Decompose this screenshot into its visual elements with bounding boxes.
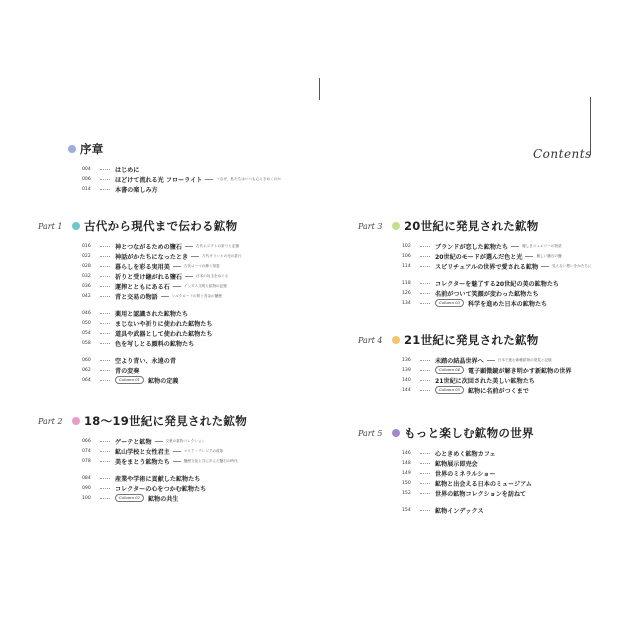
toc-entry [82,271,242,281]
entry-subtitle: 古代エジプトの祈りと記憶 [195,243,240,248]
page-number: 152 [402,490,411,496]
subtitle-dash [173,286,181,287]
page-number: 046 [82,310,91,316]
toc-entry [402,365,572,375]
entry-title: ブランドが恋した鉱物たち [435,243,509,251]
section-part3 [358,217,592,308]
page-number: 100 [82,495,91,501]
section-dot-icon [72,222,80,230]
page-number: 060 [82,357,91,363]
page-number: 118 [402,280,411,286]
section-heading [38,217,242,235]
dotted-leader [100,451,110,452]
page-number: 144 [402,387,411,393]
entry-title: 暮らしを彩る実用美 [115,263,170,271]
dotted-leader [100,488,110,489]
section-title: 序章 [80,142,104,156]
toc-entry [402,288,592,298]
dotted-leader [100,296,110,297]
section-dot-icon [392,429,400,437]
toc-entry [402,278,592,288]
page-divider-left [319,78,320,100]
page-number: 022 [82,253,91,259]
dotted-leader [420,380,430,381]
entry-title: 鉱物インデックス [435,507,484,515]
toc-entry [402,261,592,271]
page-number: 126 [402,290,411,296]
entry-list [402,241,592,308]
toc-entry [82,473,247,483]
contents-title: Contents [533,147,592,161]
page-number: 066 [82,438,91,444]
entry-list [402,448,534,515]
section-dot-icon [68,145,76,153]
dotted-leader [420,266,430,267]
part-label: Part 4 [358,335,383,345]
toc-entry [82,483,247,493]
page-number: 036 [82,283,91,289]
part-label: Part 5 [358,428,383,438]
page-number: 064 [82,377,91,383]
toc-entry [402,298,592,308]
dotted-leader [100,461,110,462]
entry-title: スピリチュアルの世界で愛される鉱物 [435,263,539,271]
subtitle-dash [185,276,193,277]
subtitle-dash [173,461,181,462]
dotted-leader [420,510,430,511]
dotted-leader [100,333,110,334]
page-number: 054 [82,330,91,336]
entry-title: 科学を進めた日本の鉱物たち [467,300,548,308]
section-prologue [68,140,281,194]
entry-title: 鉱山学校と女性君主 [115,448,170,456]
page-number: 032 [82,273,91,279]
toc-entry [82,251,242,261]
entry-title: 本書の楽しみ方 [115,186,158,194]
dotted-leader [420,463,430,464]
section-part1 [38,217,242,385]
dotted-leader [420,453,430,454]
entry-list [82,436,247,503]
section-heading [68,140,281,158]
entry-subtitle: 日本の勾玉をめぐる [196,273,229,278]
toc-entry [402,468,534,478]
dotted-leader [100,286,110,287]
toc-entry [402,241,592,251]
entry-subtitle: 〜なぜ、私たちはいつも心ときめくのか [216,176,281,181]
entry-subtitle: シルクロードの旅と青金の鹽歷 [171,293,222,298]
dotted-leader [420,283,430,284]
entry-title: ほどけて流れる光 フローライト [115,176,203,184]
toc-entry [402,488,534,498]
page-number: 139 [402,367,411,373]
entry-title: 祈りと受け継がれる鹽石 [115,273,183,281]
page-number: 028 [82,263,91,269]
toc-entry [82,355,242,365]
entry-title: 鉱物展示即売会 [435,460,478,468]
entry-subtitle: 文豪の鉱物コレクション [165,438,205,443]
toc-entry [82,241,242,251]
entry-title: 鉱物の定義 [147,377,179,385]
page-number: 004 [82,166,91,172]
toc-entry [402,355,572,365]
page-number: 078 [82,458,91,464]
toc-entry [402,478,534,488]
entry-list [402,355,572,395]
dotted-leader [420,246,430,247]
section-heading [358,217,592,235]
entry-title: 電子顕微鏡が解き明かす新鉱物の世界 [467,367,572,375]
page-number: 150 [402,480,411,486]
column-badge: Column 02 [115,494,144,502]
dotted-leader [100,246,110,247]
dotted-leader [100,478,110,479]
entry-title: 道具や武器として使われた鉱物たち [115,330,213,338]
entry-title: 産業や学術に貢献した鉱物たち [115,475,201,483]
dotted-leader [100,360,110,361]
entry-title: 運搾とともにある石 [115,283,170,291]
dotted-leader [100,313,110,314]
toc-entry [82,318,242,328]
entry-subtitle: インダス文明と鉱物の記憶 [183,283,227,288]
section-title: 20世紀に発見された鉱物 [404,219,539,233]
page-number: 062 [82,367,91,373]
toc-entry [82,174,281,184]
entry-title: 鉱物に名前がつくまで [467,387,529,395]
dotted-leader [420,390,430,391]
entry-title: 青の変奏 [115,367,140,375]
dotted-leader [420,493,430,494]
subtitle-dash [487,360,495,361]
subtitle-dash [155,441,163,442]
entry-subtitle: 日本で進む新種鉱物の発見と記録 [497,357,552,362]
page-number: 149 [402,470,411,476]
entry-title: 鉱物と出会える日本のミュージアム [435,480,532,488]
page-number: 074 [82,448,91,454]
dotted-leader [420,370,430,371]
column-badge: Column 03 [435,299,464,307]
page-number: 140 [402,377,411,383]
entry-list [82,241,242,385]
dotted-leader [100,266,110,267]
column-badge: Column 01 [115,376,144,384]
section-title: 古代から現代まで伝わる鉱物 [84,219,238,233]
entry-title: 世界の鉱物コレクションを訪ねて [435,490,527,498]
column-badge: Column 05 [435,386,464,394]
section-heading [38,412,247,430]
entry-title: 美をまとう鉱物たち [115,458,170,466]
section-title: 18〜19世紀に発見された鉱物 [84,414,248,428]
entry-subtitle: マリア・テレジアの改革 [183,448,224,453]
page-number: 136 [402,357,411,363]
section-heading [358,331,572,349]
toc-entry [402,385,572,395]
section-dot-icon [392,336,400,344]
page-number: 102 [402,243,411,249]
column-badge: Column 04 [435,366,464,374]
dotted-leader [100,370,110,371]
entry-title: 心ときめく鉱物カフェ [435,450,496,458]
toc-entry [82,328,242,338]
subtitle-dash [511,246,519,247]
dotted-leader [420,473,430,474]
section-part2 [38,412,247,503]
entry-subtitle: 見えない想いをかたちに [552,263,592,268]
dotted-leader [100,323,110,324]
subtitle-dash [541,266,549,267]
section-heading [358,424,534,442]
toc-entry [82,493,247,503]
page-number: 090 [82,485,91,491]
dotted-leader [100,189,110,190]
toc-entry [82,456,247,466]
part-label: Part 1 [38,221,63,231]
page-number: 058 [82,340,91,346]
entry-title: 未踏の結晶世界へ [435,357,484,365]
page-number: 084 [82,475,91,481]
page-number: 114 [402,263,411,269]
entry-title: コレクターを魅了する20世紀の美の鉱物たち [435,280,560,288]
page-number: 134 [402,300,411,306]
subtitle-dash [161,296,169,297]
dotted-leader [100,179,110,180]
entry-subtitle: 古代ローマの飾と知恵 [183,263,220,268]
part-label: Part 3 [358,221,383,231]
page-number: 146 [402,450,411,456]
entry-title: はじめに [115,166,140,174]
dotted-leader [100,343,110,344]
dotted-leader [420,360,430,361]
page-number: 042 [82,293,91,299]
subtitle-dash [173,451,181,452]
dotted-leader [100,441,110,442]
page-number: 050 [82,320,91,326]
entry-title: 青と交易の物語 [115,293,158,301]
dotted-leader [420,293,430,294]
entry-title: ゲーテと鉱物 [115,438,152,446]
dotted-leader [420,483,430,484]
section-part4 [358,331,572,395]
entry-subtitle: 麗しきジュエリーの物語 [522,243,562,248]
toc-entry [82,308,242,318]
toc-entry [402,375,572,385]
toc-entry [402,458,534,468]
entry-title: 世界のミネラルショー [435,470,496,478]
section-dot-icon [392,222,400,230]
page-number: 006 [82,176,91,182]
toc-entry [402,448,534,458]
toc-entry [82,281,242,291]
subtitle-dash [173,266,181,267]
toc-entry [82,164,281,174]
section-part5 [358,424,534,515]
dotted-leader [100,380,110,381]
dotted-leader [100,256,110,257]
entry-title: 神話がかたちになったとき [115,253,189,261]
page-number: 016 [82,243,91,249]
toc-entry [402,251,592,261]
dotted-leader [100,276,110,277]
entry-list [82,164,281,194]
section-title: 21世紀に発見された鉱物 [404,333,539,347]
toc-entry [82,365,242,375]
entry-title: 20世紀のモードが選んだ色と光 [435,253,523,261]
entry-title: 薬用と認識された鉱物たち [115,310,189,318]
dotted-leader [100,169,110,170]
entry-subtitle: 鹽歷文化と共に歩んだ鹽石の時代 [183,458,238,463]
subtitle-dash [205,179,213,180]
entry-title: まじないや祈りに使われた鉱物たち [115,320,213,328]
entry-title: 神とつながるための鹽石 [115,243,182,251]
dotted-leader [420,303,430,304]
section-dot-icon [72,417,80,425]
toc-entry [82,436,247,446]
entry-title: 21世紀に次回された美しい鉱物たち [435,377,535,385]
page-number: 014 [82,186,91,192]
entry-title: 名前がついて笑顔が変わった鉱物たち [435,290,539,298]
section-title: もっと楽しむ鉱物の世界 [404,426,534,440]
dotted-leader [100,498,110,499]
entry-title: 空より青い、永遠の青 [115,357,176,365]
entry-subtitle: 古代ギリシャの光の鉱片 [202,253,242,258]
entry-subtitle: 麗しい鹽石の鹽 [536,253,562,258]
toc-entry [402,505,534,515]
toc-entry [82,338,242,348]
toc-entry [82,446,247,456]
entry-title: 鉱物の共生 [147,495,179,503]
entry-title: コレクターの心をつかむ鉱物たち [115,485,207,493]
toc-entry [82,291,242,301]
toc-entry [82,375,242,385]
entry-title: 色を写しとる顔料の鉱物たち [115,340,195,348]
toc-entry [82,261,242,271]
subtitle-dash [191,256,199,257]
subtitle-dash [185,246,193,247]
subtitle-dash [525,256,533,257]
page-number: 106 [402,253,411,259]
part-label: Part 2 [38,416,63,426]
page-number: 154 [402,507,411,513]
dotted-leader [420,256,430,257]
toc-entry [82,184,281,194]
page-number: 148 [402,460,411,466]
